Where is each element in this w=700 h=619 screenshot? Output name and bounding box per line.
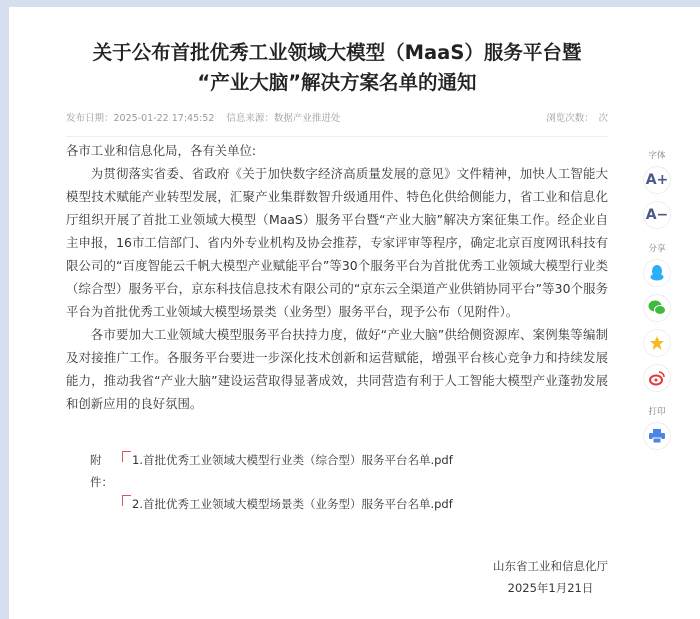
signature-date: 2025年1月21日 — [507, 581, 594, 595]
print-button[interactable] — [643, 422, 671, 450]
attachment-link-2[interactable]: 2.首批优秀工业领域大模型场景类（业务型）服务平台名单.pdf — [132, 497, 453, 511]
signature-block — [66, 555, 608, 599]
signature: 山东省工业和信息化厅 — [493, 559, 608, 573]
paragraph: 各市要加大工业领域大模型服务平台扶持力度，做好“产业大脑”供给侧资源库、案例集等编制及对接推广工作。各服务平台要进一步深化技术创新和运营赋能，增强平台核心竞争力和持续发展能力，推动我省“产业大脑”建设运营取得显著成效，共同营造有利于人工智能大模型产业蓬勃发展和创新应用的良好氛围。 — [66, 327, 608, 411]
share-label: 分享 — [648, 244, 666, 254]
info-source: 信息来源：数据产业推进处 — [226, 113, 341, 124]
publish-date: 发布日期：2025-01-22 17:45:52 — [66, 113, 215, 124]
greeting: 各市工业和信息化局，各有关单位: — [66, 143, 257, 158]
page-title — [66, 38, 608, 98]
wechat-icon — [648, 300, 666, 316]
side-toolbar — [640, 150, 674, 457]
print-label: 打印 — [648, 407, 666, 417]
share-wechat-button[interactable] — [643, 294, 671, 322]
pdf-icon — [122, 451, 131, 462]
attachments-label: 附件： — [90, 453, 113, 489]
paragraph: 为贯彻落实省委、省政府《关于加快数字经济高质量发展的意见》文件精神，加快人工智能大模型技术赋能产业转型发展，汇聚产业集群数智升级通用件、特色化供给侧能力，省工业和信息化厅组织开展了首批工业领域大模型（MaaS）服务平台暨“产业大脑”解决方案征集工作。经企业自主申报，16市工信部门、省内外专业机构及协会推荐，专家评审等程序，确定北京百度网讯科技有限公司的“百度智能云千帆大模型产业赋能平台”等30个服务平台为首批优秀工业领域大模型行业类（综合型）服务平台，京东科技信息技术有限公司的“京东云全渠道产业供销协同平台”等30个服务平台为首批优秀工业领域大模型场景类（业务型）服务平台，现予公布（见附件）。 — [66, 166, 608, 319]
share-weibo-button[interactable] — [643, 364, 671, 392]
pdf-icon — [122, 495, 131, 506]
font-decrease-button[interactable]: A− — [643, 201, 671, 229]
attachment-link-1[interactable]: 1.首批优秀工业领域大模型行业类（综合型）服务平台名单.pdf — [132, 453, 453, 467]
weibo-icon — [649, 370, 665, 386]
star-icon — [649, 335, 665, 351]
view-count: 浏览次数： 次 — [546, 113, 608, 124]
share-qzone-button[interactable] — [643, 329, 671, 357]
font-label: 字体 — [648, 151, 666, 161]
divider — [66, 136, 608, 137]
attachments — [90, 449, 608, 515]
share-qq-button[interactable] — [643, 259, 671, 287]
article-column — [66, 0, 608, 619]
article-body — [66, 139, 608, 415]
qq-icon — [650, 265, 664, 281]
printer-icon — [649, 429, 665, 443]
article-meta — [66, 112, 608, 126]
font-increase-button[interactable]: A+ — [643, 166, 671, 194]
title-line-1: 关于公布首批优秀工业领域大模型（MaaS）服务平台暨 — [92, 41, 582, 64]
title-line-2: “产业大脑”解决方案名单的通知 — [197, 71, 477, 94]
